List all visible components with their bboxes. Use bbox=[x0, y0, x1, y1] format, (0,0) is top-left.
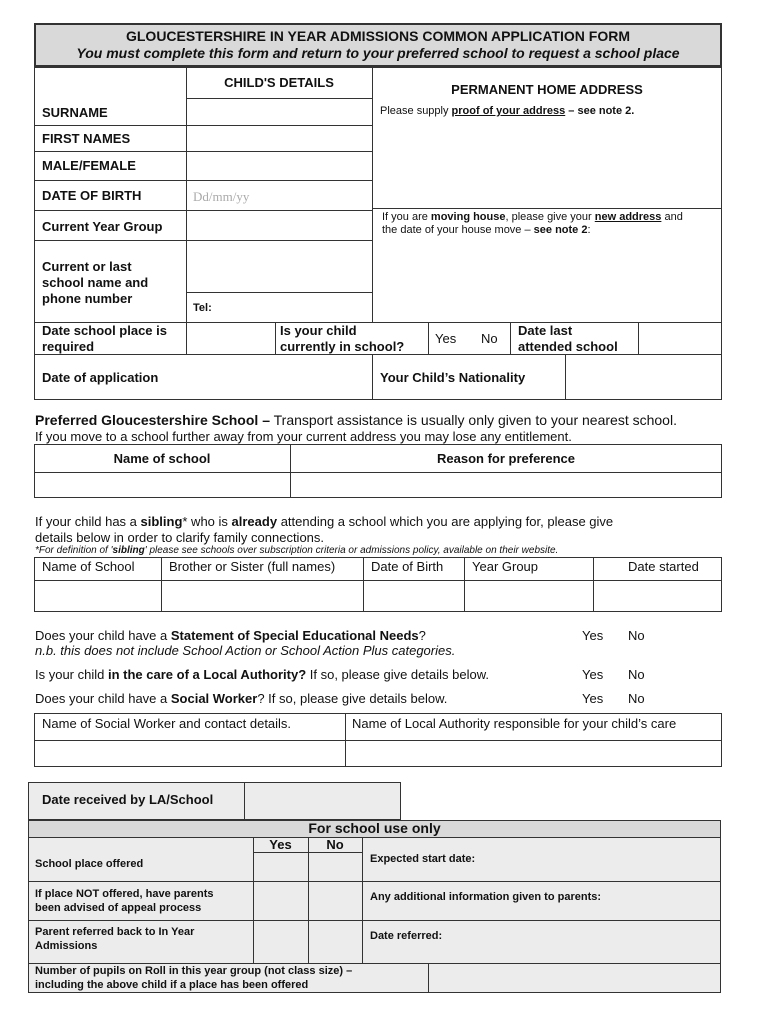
col-sibling-name: Brother or Sister (full names) bbox=[169, 559, 336, 574]
last-school-label-1: Current or last bbox=[42, 259, 132, 274]
social-yes-option[interactable]: Yes bbox=[582, 691, 604, 706]
sibling-line2: details below in order to clarify family connections. bbox=[35, 530, 325, 545]
roll-count-input[interactable] bbox=[429, 964, 720, 992]
moving-note-line2: the date of your house move – see note 2: bbox=[382, 224, 591, 236]
address-heading: PERMANENT HOME ADDRESS bbox=[451, 82, 643, 97]
surname-label: SURNAME bbox=[42, 105, 108, 120]
date-received-label: Date received by LA/School bbox=[42, 792, 214, 807]
address-proof-note: Please supply proof of your address – see note 2. bbox=[380, 105, 635, 117]
date-referred-label: Date referred: bbox=[370, 930, 443, 942]
sibling-line1: If your child has a sibling* who is already attending a school which you are applying for, please give bbox=[35, 514, 614, 529]
col-local-authority: Name of Local Authority responsible for your child’s care bbox=[352, 716, 677, 731]
last-attended-label-1: Date last bbox=[518, 323, 573, 338]
in-school-label-1: Is your child bbox=[280, 323, 357, 338]
form-subtitle: You must complete this form and return to your preferred school to request a school place bbox=[76, 45, 680, 61]
col-reason: Reason for preference bbox=[437, 451, 575, 466]
social-no-option[interactable]: No bbox=[628, 691, 645, 706]
office-yes-header: Yes bbox=[269, 837, 292, 852]
sibling-school-input[interactable] bbox=[35, 581, 160, 611]
year-group-label: Current Year Group bbox=[42, 219, 163, 234]
preferred-line2: If you move to a school further away from your current address you may lose any entitlement. bbox=[35, 429, 572, 444]
care-no-option[interactable]: No bbox=[628, 667, 645, 682]
preferred-line1: Preferred Gloucestershire School – Transport assistance is usually only given to your nearest school. bbox=[35, 412, 677, 428]
year-group-input[interactable] bbox=[187, 211, 371, 239]
sen-yes-option[interactable]: Yes bbox=[582, 628, 604, 643]
col-sibling-started: Date started bbox=[628, 559, 699, 574]
child-details-heading: CHILD'S DETAILS bbox=[224, 75, 334, 90]
col-sibling-school: Name of School bbox=[42, 559, 135, 574]
social-worker-input[interactable] bbox=[35, 741, 344, 766]
date-received-input[interactable] bbox=[245, 783, 400, 819]
sen-question: Does your child have a Statement of Special Educational Needs? bbox=[35, 628, 426, 643]
referred-label-2: Admissions bbox=[35, 940, 98, 952]
last-school-label-2: school name and bbox=[42, 275, 149, 290]
sibling-footnote: *For definition of 'sibling' please see schools over subscription criteria or admissions policy, available on their website. bbox=[35, 545, 559, 556]
date-required-input[interactable] bbox=[187, 323, 274, 353]
col-social-worker: Name of Social Worker and contact details. bbox=[42, 716, 292, 731]
nationality-input[interactable] bbox=[566, 355, 721, 399]
first-names-input[interactable] bbox=[187, 126, 371, 150]
additional-info-label: Any additional information given to parents: bbox=[370, 891, 602, 903]
referred-yes-box[interactable] bbox=[254, 921, 307, 962]
social-worker-question: Does your child have a Social Worker? If so, please give details below. bbox=[35, 691, 448, 706]
sibling-started-input[interactable] bbox=[594, 581, 721, 611]
care-question: Is your child in the care of a Local Authority? If so, please give details below. bbox=[35, 667, 489, 682]
in-school-yes-option[interactable]: Yes bbox=[435, 331, 457, 346]
office-no-header: No bbox=[326, 837, 344, 852]
date-application-input[interactable] bbox=[187, 355, 371, 399]
first-names-label: FIRST NAMES bbox=[42, 131, 131, 146]
place-offered-yes-box[interactable] bbox=[254, 853, 307, 880]
roll-label-2: including the above child if a place has been offered bbox=[35, 979, 309, 991]
local-authority-input[interactable] bbox=[346, 741, 721, 766]
preferred-school-input[interactable] bbox=[35, 473, 289, 497]
nationality-label: Your Child’s Nationality bbox=[380, 370, 526, 385]
sen-note: n.b. this does not include School Action or School Action Plus categories. bbox=[35, 643, 456, 658]
appeal-no-box[interactable] bbox=[309, 882, 361, 919]
sibling-name-input[interactable] bbox=[162, 581, 362, 611]
col-sibling-dob: Date of Birth bbox=[371, 559, 444, 574]
col-school-name: Name of school bbox=[113, 451, 211, 466]
new-address-input[interactable] bbox=[373, 238, 721, 321]
tel-label: Tel: bbox=[193, 302, 212, 314]
in-school-no-option[interactable]: No bbox=[481, 331, 498, 346]
form-title: GLOUCESTERSHIRE IN YEAR ADMISSIONS COMMON APPLICATION FORM bbox=[125, 28, 631, 44]
dob-input[interactable]: Dd/mm/yy bbox=[193, 189, 250, 204]
sen-no-option[interactable]: No bbox=[628, 628, 645, 643]
roll-label-1: Number of pupils on Roll in this year group (not class size) – bbox=[35, 965, 353, 977]
col-sibling-year: Year Group bbox=[472, 559, 539, 574]
last-school-label-3: phone number bbox=[42, 291, 133, 306]
appeal-yes-box[interactable] bbox=[254, 882, 307, 919]
moving-note-line1: If you are moving house, please give your new address and bbox=[382, 211, 683, 223]
in-school-label-2: currently in school? bbox=[280, 339, 405, 354]
care-yes-option[interactable]: Yes bbox=[582, 667, 604, 682]
school-use-heading: For school use only bbox=[308, 820, 441, 836]
date-required-label-1: Date school place is bbox=[42, 323, 167, 338]
last-attended-input[interactable] bbox=[639, 323, 721, 353]
last-attended-label-2: attended school bbox=[518, 339, 618, 354]
sibling-dob-input[interactable] bbox=[364, 581, 463, 611]
preference-reason-input[interactable] bbox=[291, 473, 721, 497]
place-offered-label: School place offered bbox=[35, 858, 144, 870]
not-offered-label-2: been advised of appeal process bbox=[35, 902, 202, 914]
dob-label: DATE OF BIRTH bbox=[42, 188, 142, 203]
expected-start-label: Expected start date: bbox=[370, 853, 476, 865]
male-female-label: MALE/FEMALE bbox=[42, 158, 136, 173]
date-required-label-2: required bbox=[42, 339, 95, 354]
address-input[interactable] bbox=[373, 122, 721, 207]
referred-label-1: Parent referred back to In Year bbox=[35, 926, 195, 938]
referred-no-box[interactable] bbox=[309, 921, 361, 962]
surname-input[interactable] bbox=[187, 99, 371, 124]
date-application-label: Date of application bbox=[42, 370, 159, 385]
place-offered-no-box[interactable] bbox=[309, 853, 361, 880]
not-offered-label-1: If place NOT offered, have parents bbox=[35, 888, 214, 900]
sibling-year-input[interactable] bbox=[465, 581, 592, 611]
last-school-input[interactable] bbox=[187, 241, 371, 291]
